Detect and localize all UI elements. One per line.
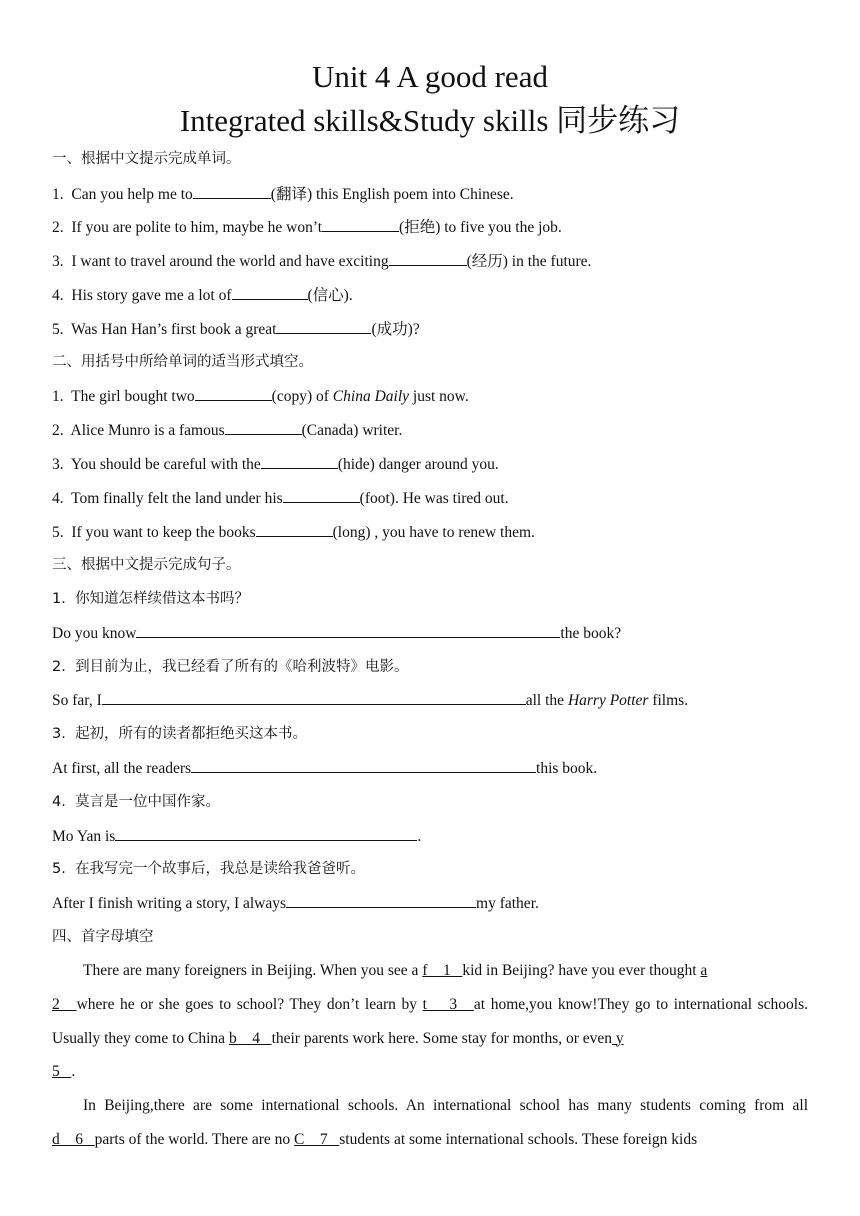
item-hint: (拒绝)	[399, 219, 441, 236]
item-text-after: my father.	[476, 895, 539, 912]
item-hint: (long) , you have to renew them.	[332, 524, 535, 541]
section2-heading: 二、用括号中所给单词的适当形式填空。	[52, 354, 313, 370]
item-number: 5.	[52, 861, 66, 877]
item-hint: (翻译)	[270, 186, 313, 203]
s2-item-3	[52, 453, 499, 476]
item-text: You should be careful with the	[70, 456, 261, 473]
chinese-prompt: 在我写完一个故事后，我总是读给我爸爸听。	[75, 861, 366, 877]
s3-item-4-chinese	[52, 791, 220, 813]
passage-text: In Beijing,there are some international schools. An international school has many students coming from all	[83, 1097, 808, 1114]
item-number: 3.	[52, 456, 64, 473]
answer-blank[interactable]	[232, 284, 308, 300]
section4-heading: 四、首字母填空	[52, 929, 154, 945]
item-text: If you want to keep the books	[71, 524, 256, 541]
item-text: So far, I	[52, 692, 102, 709]
item-number: 4.	[52, 490, 64, 507]
item-text-after: the book?	[560, 625, 622, 642]
item-number: 4.	[52, 287, 64, 304]
item-number: 4.	[52, 794, 66, 810]
item-text: The girl bought two	[71, 388, 195, 405]
title-line-2: Integrated skills&Study skills 同步练习	[179, 103, 681, 138]
s1-item-1	[52, 183, 514, 206]
s3-item-5-chinese	[52, 858, 365, 880]
chinese-prompt: 到目前为止，我已经看了所有的《哈利波特》电影。	[75, 659, 409, 675]
item-hint: (Canada) writer.	[301, 422, 403, 439]
s3-item-2-english	[52, 689, 688, 712]
item-text-after: this book.	[536, 760, 598, 777]
cloze-blank-4[interactable]: b 4	[228, 1029, 272, 1047]
item-hint: (foot). He was tired out.	[359, 490, 509, 507]
answer-blank[interactable]	[283, 487, 360, 503]
passage-text: their parents work here. Some stay for months, or even	[271, 1029, 613, 1047]
cloze-blank-7[interactable]: C 7	[294, 1130, 340, 1148]
s1-item-2	[52, 216, 562, 239]
passage-text: .	[71, 1063, 76, 1081]
answer-blank[interactable]	[256, 521, 333, 537]
item-hint: (成功)	[371, 321, 413, 338]
passage-text: kid in Beijing? have you ever thought	[462, 962, 701, 979]
section3-heading: 三、根据中文提示完成句子。	[52, 557, 241, 573]
item-text: I want to travel around the world and have exciting	[71, 253, 389, 270]
cloze-blank-5[interactable]: y 5	[52, 1029, 624, 1081]
s3-item-3-chinese	[52, 723, 307, 745]
answer-blank[interactable]	[195, 385, 272, 401]
answer-blank[interactable]	[193, 183, 271, 199]
s3-item-3-english	[52, 757, 597, 780]
s2-item-2	[52, 419, 402, 442]
s2-item-5	[52, 521, 535, 544]
chinese-prompt: 起初，所有的读者都拒绝买这本书。	[75, 726, 308, 742]
passage-text: where he or she goes to school? They don’t learn by	[76, 995, 423, 1013]
item-hint: (copy) of	[271, 388, 333, 405]
item-hint: (经历)	[466, 253, 508, 270]
cloze-blank-1[interactable]: f 1	[422, 962, 463, 979]
item-text-after: just now.	[409, 388, 469, 405]
cloze-paragraph-1	[52, 954, 808, 1089]
item-text: Was Han Han’s first book a great	[71, 321, 277, 338]
answer-blank[interactable]	[136, 622, 560, 638]
cloze-blank-6[interactable]: d 6	[52, 1130, 95, 1148]
item-text: At first, all the readers	[52, 760, 192, 777]
item-number: 2.	[52, 219, 64, 236]
item-text: Do you know	[52, 625, 137, 642]
item-number: 5.	[52, 321, 64, 338]
item-text-after: .	[348, 287, 353, 304]
answer-blank[interactable]	[261, 453, 338, 469]
item-number: 3.	[52, 726, 66, 742]
s1-item-3	[52, 250, 591, 273]
item-text-after: ?	[412, 321, 420, 338]
s2-item-4	[52, 487, 509, 510]
item-number: 2.	[52, 659, 66, 675]
cloze-blank-3[interactable]: t 3	[422, 995, 474, 1013]
s2-item-1	[52, 385, 469, 408]
item-text-after: .	[417, 828, 422, 845]
item-text: After I finish writing a story, I always	[52, 895, 287, 912]
passage-text: at home,you know!They go to international schools. Usually they come to China	[52, 995, 809, 1047]
cloze-blank-2[interactable]: a 2	[52, 962, 708, 1013]
item-number: 1.	[52, 591, 66, 607]
passage-text: parts of the world. There are no	[94, 1130, 295, 1148]
passage-text: students at some international schools. These foreign kids	[339, 1130, 698, 1148]
s3-item-4-english	[52, 825, 421, 848]
answer-blank[interactable]	[286, 892, 476, 908]
answer-blank[interactable]	[102, 689, 526, 705]
chinese-prompt: 莫言是一位中国作家。	[75, 794, 221, 810]
item-text-after: in the future.	[507, 253, 592, 270]
item-hint: (信心)	[307, 287, 349, 304]
chinese-prompt: 你知道怎样续借这本书吗？	[75, 591, 250, 607]
item-text-after: this English poem into Chinese.	[312, 186, 514, 203]
item-text: Can you help me to	[71, 186, 193, 203]
section1-heading: 一、根据中文提示完成单词。	[52, 151, 241, 167]
item-text-after-2: films.	[648, 692, 689, 709]
s3-item-1-chinese	[52, 588, 249, 610]
item-number: 1.	[52, 186, 64, 203]
cloze-paragraph-2	[52, 1089, 808, 1157]
answer-blank[interactable]	[322, 216, 399, 232]
item-italic: Harry Potter	[567, 692, 649, 709]
answer-blank[interactable]	[191, 757, 536, 773]
item-number: 1.	[52, 388, 64, 405]
s1-item-4	[52, 284, 353, 307]
item-text-after: to five you the job.	[440, 219, 562, 236]
item-hint: (hide) danger around you.	[337, 456, 499, 473]
s1-item-5	[52, 318, 420, 341]
item-number: 2.	[52, 422, 64, 439]
item-text-after: all the	[525, 692, 568, 709]
s3-item-2-chinese	[52, 656, 409, 678]
item-text: Tom finally felt the land under his	[71, 490, 283, 507]
passage-text: There are many foreigners in Beijing. When you see a	[83, 962, 423, 979]
item-text: His story gave me a lot of	[71, 287, 232, 304]
answer-blank[interactable]	[115, 825, 417, 841]
s3-item-1-english	[52, 622, 621, 645]
item-italic: China Daily	[332, 388, 410, 405]
answer-blank[interactable]	[225, 419, 302, 435]
title-line-1: Unit 4 A good read	[312, 59, 548, 94]
item-number: 3.	[52, 253, 64, 270]
item-text: Alice Munro is a famous	[70, 422, 225, 439]
item-number: 5.	[52, 524, 64, 541]
answer-blank[interactable]	[389, 250, 467, 266]
s3-item-5-english	[52, 892, 539, 915]
item-text: If you are polite to him, maybe he won’t	[71, 219, 323, 236]
answer-blank[interactable]	[276, 318, 371, 334]
item-text: Mo Yan is	[52, 828, 116, 845]
